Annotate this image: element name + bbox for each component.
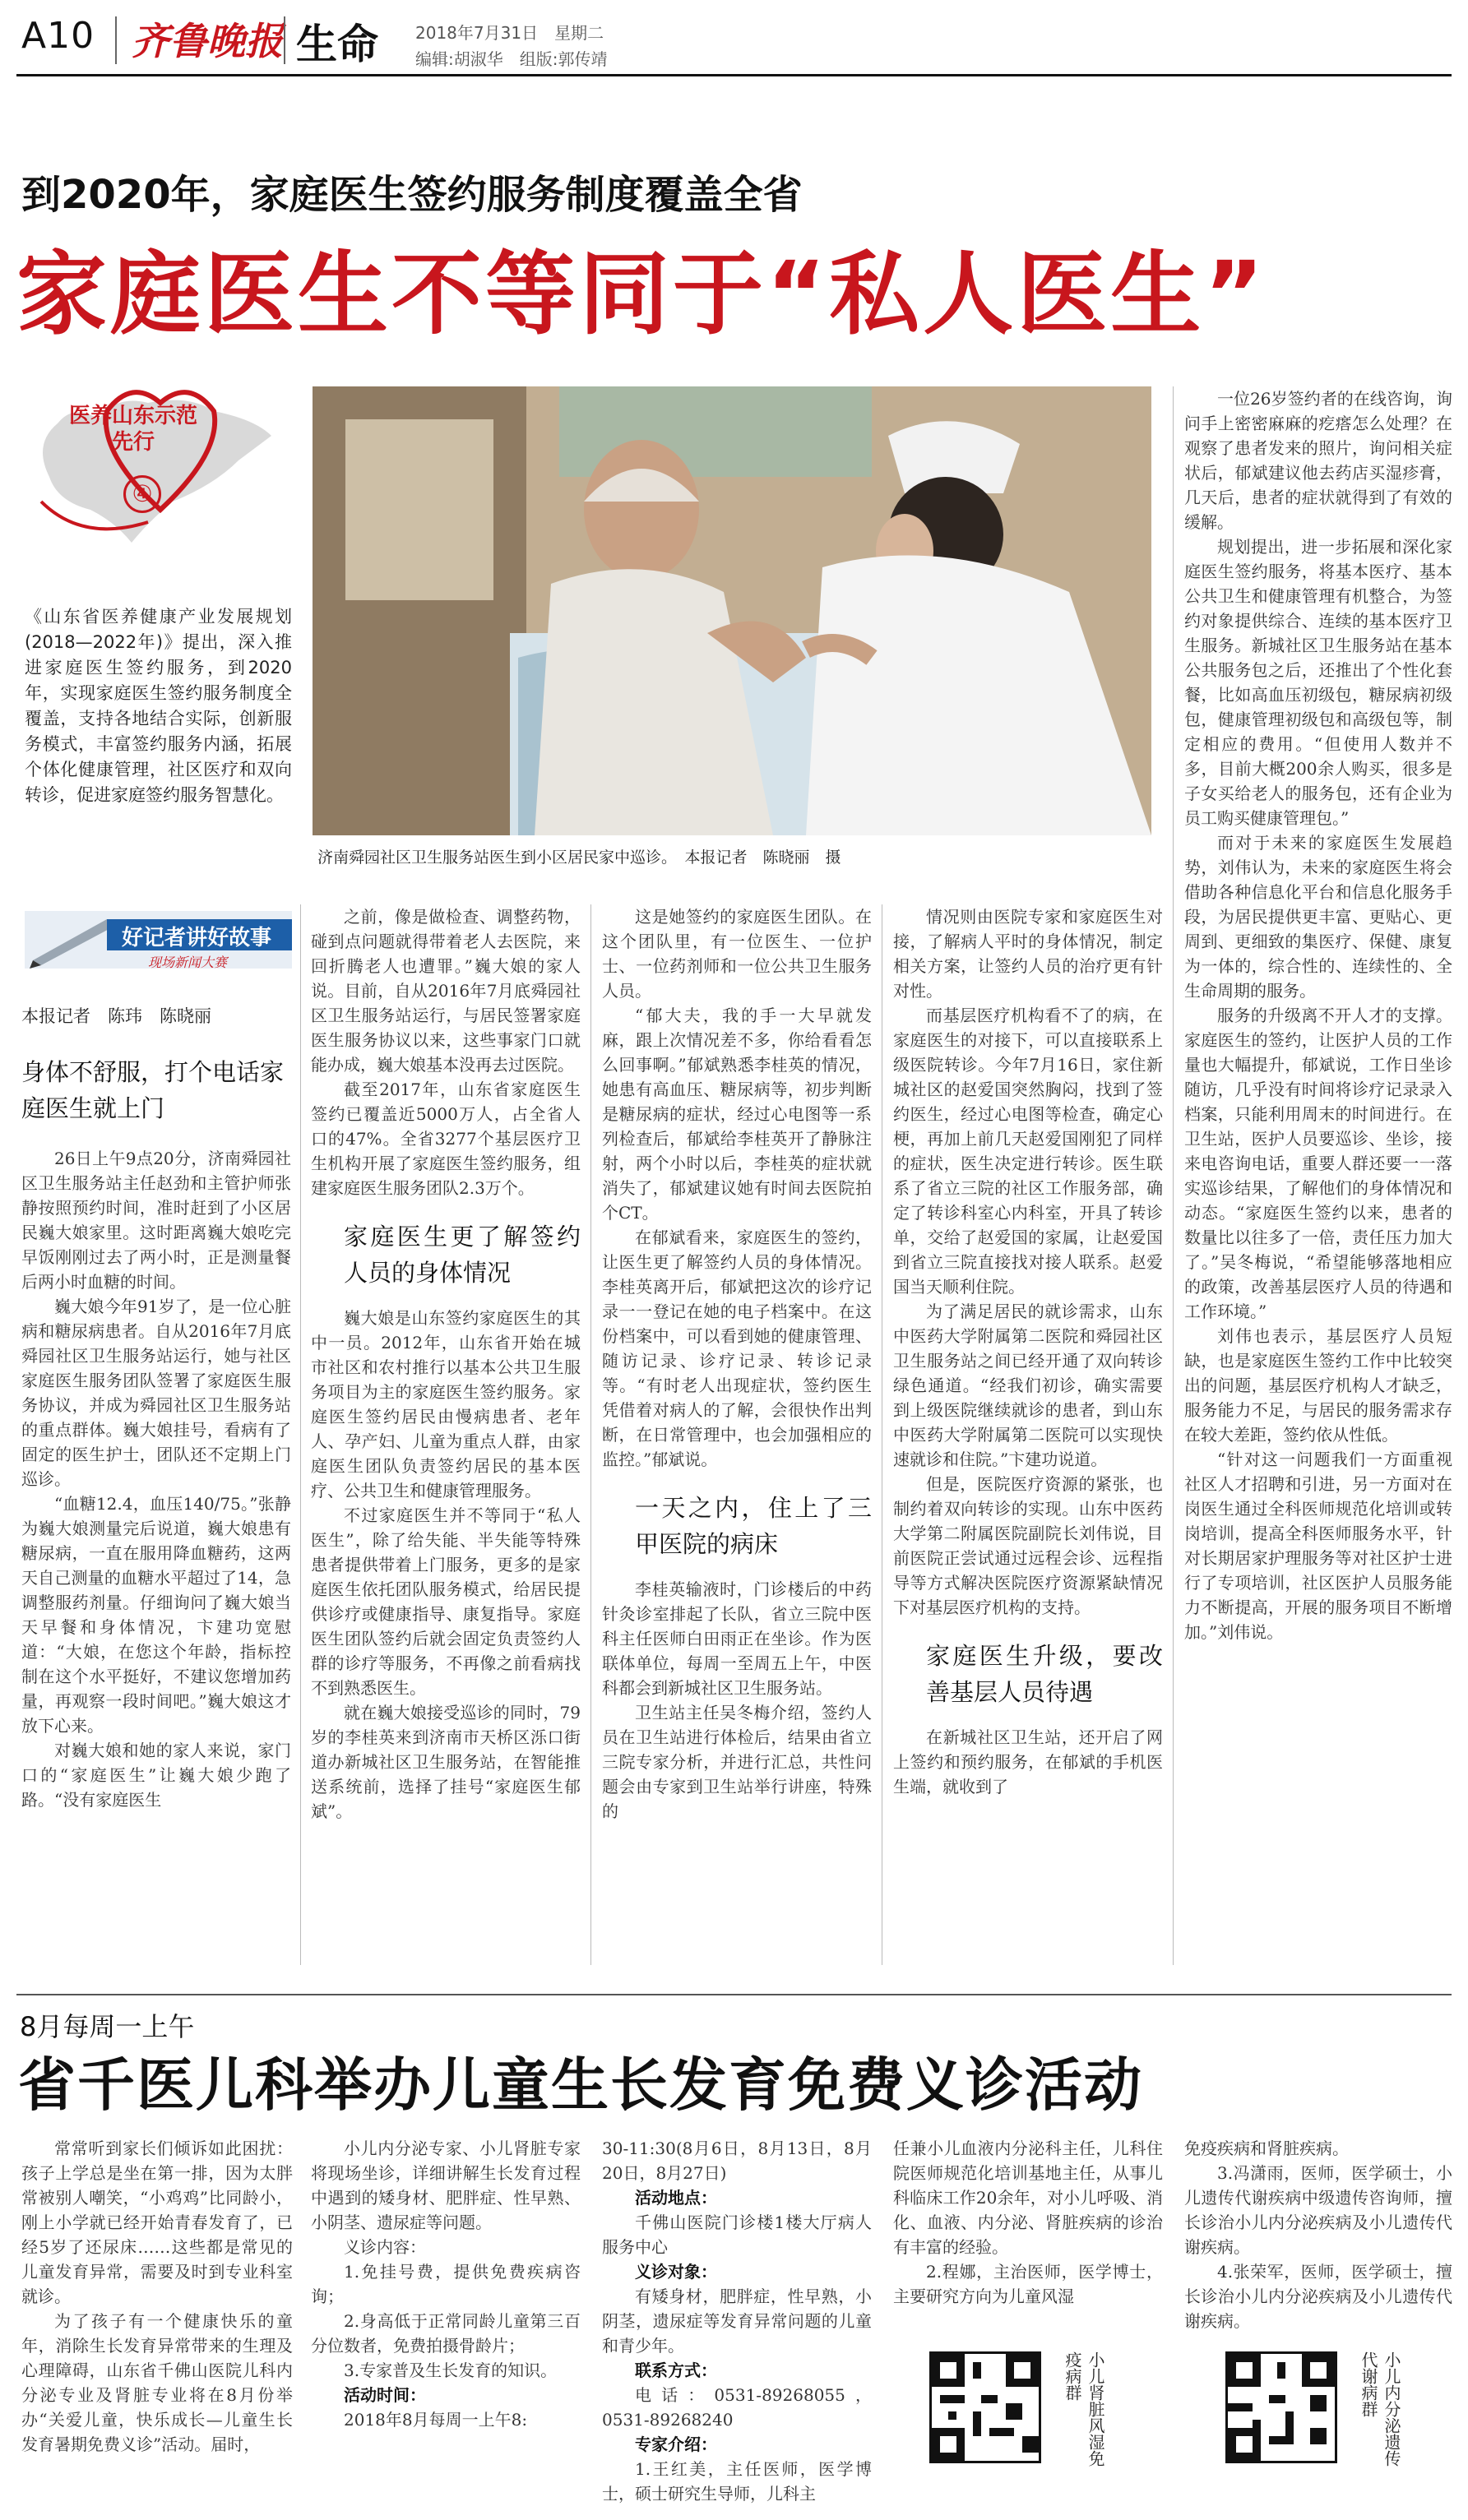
paragraph: 4.张荣军，医师，医学硕士，擅长诊治小儿内分泌疾病及小儿遗传代谢疾病。 — [1184, 2262, 1452, 2331]
paragraph: 26日上午9点20分，济南舜园社区卫生服务站主任赵劲和主管护师张静按照预约时间，准时赶到了小区居民巍大娘家里。这时距离巍大娘吃完早饭刚刚过去了两小时，正是测量餐后两小时血糖的时间。 — [21, 1149, 291, 1292]
news-photo — [313, 386, 1151, 835]
paragraph: “郁大夫，我的手一大早就发麻，跟上次情况差不多，你给看看怎么回事啊。”郁斌熟悉李桂英的情况，她患有高血压、糖尿病等，初步判断是糖尿病的症状，经过心电图等一系列检查后，郁斌给李桂英开了静脉注射，两个小时以后，李桂英的症状就消失了，郁斌建议她有时间去医院拍个CT。 — [602, 1006, 872, 1223]
banner-subtitle: 现场新闻大赛 — [148, 955, 228, 970]
qr-pattern — [932, 2354, 1039, 2461]
section-title: 生命 — [296, 21, 378, 68]
paragraph: “针对这一问题我们一方面重视社区人才招聘和引进，另一方面对在岗医生通过全科医师规范化培训或转岗培训，提高全科医师服务水平，针对长期居家护理服务等对社区护士进行了专项培训，社区医护人员服务能力不断提高，开展的服务项目不断增加。”刘伟说。 — [1184, 1450, 1452, 1642]
photo-caption: 济南舜园社区卫生服务站医生到小区居民家中巡诊。 本报记者 陈晓丽 摄 — [317, 848, 841, 867]
paragraph: 截至2017年，山东省家庭医生签约已覆盖近5000万人，占全省人口的47%。全省3277个基层医疗卫生机构开展了家庭医生签约服务，组建家庭医生服务团队2.3万个。 — [311, 1080, 581, 1198]
subhead-2: 家庭医生更了解签约人员的身体情况 — [344, 1223, 581, 1287]
paragraph: 1.王红美，主任医师，医学博士，硕士研究生导师，儿科主 — [602, 2459, 872, 2504]
label-experts: 专家介绍： — [635, 2434, 717, 2454]
paragraph: 李桂英输液时，门诊楼后的中药针灸诊室排起了长队，省立三院中医科主任医师白田雨正在坐诊。作为医联体单位，每周一至周五上午，中医科都会到新城社区卫生服务站。 — [602, 1579, 872, 1698]
paragraph: 卫生站主任吴冬梅介绍，签约人员在卫生站进行体检后，结果由省立三院专家分析，并进行汇总，共性问题会由专家到卫生站举行讲座，特殊的 — [602, 1703, 872, 1821]
column-divider — [1173, 386, 1174, 1965]
article-lede: 《山东省医养健康产业发展规划(2018—2022年)》提出，深入推进家庭医生签约服务，到2020年，实现家庭医生签约服务制度全覆盖，支持各地结合实际，创新服务模式，丰富签约服务内涵，拓展个体化健康管理，社区医疗和双向转诊，促进家庭签约服务智慧化。 — [25, 607, 292, 805]
paragraph: 2.程娜，主治医师，医学博士，主要研究方向为儿童风湿 — [893, 2262, 1163, 2306]
paragraph: 巍大娘是山东签约家庭医生的其中一员。2012年，山东省开始在城市社区和农村推行以基本公共卫生服务项目为主的家庭医生签约服务。家庭医生签约居民由慢病患者、老年人、孕产妇、儿童为重点人群，由家庭医生团队负责签约居民的基本医疗、公共卫生和健康管理服务。 — [311, 1308, 581, 1500]
paragraph: 之前，像是做检查、调整药物，碰到点问题就得带着老人去医院，来回折腾老人也遭罪。”巍大娘的家人说。目前，自从2016年7月底舜园社区卫生服务站运行，与居民签署家庭医生服务协议以来，这些事家门口就能办成，巍大娘基本没再去过医院。 — [311, 907, 581, 1075]
contest-banner — [25, 911, 292, 969]
qr-code-icon[interactable] — [1225, 2351, 1337, 2463]
photo-illustration — [313, 386, 1151, 835]
paragraph: 免疫疾病和肾脏疾病。 — [1184, 2139, 1349, 2158]
paragraph: 任兼小儿血液内分泌科主任，儿科住院医师规范化培训基地主任，从事儿科临床工作20余年，对小儿呼吸、消化、血液、内分泌、肾脏疾病的诊治有丰富的经验。 — [893, 2139, 1163, 2257]
section-rule — [16, 1994, 1452, 1995]
paragraph: 不过家庭医生并不等同于“私人医生”，除了给失能、半失能等特殊患者提供带着上门服务，更多的是家庭医生依托团队服务模式，给居民提供诊疗或健康指导、康复指导。家庭医生团队签约后就会固定负责签约人群的诊疗等服务，不再像之前看病找不到熟悉医生。 — [311, 1505, 581, 1698]
page-number: A10 — [21, 15, 95, 57]
paragraph: 一位26岁签约者的在线咨询，询问手上密密麻麻的疙瘩怎么处理？在观察了患者发来的照片，询问相关症状后，郁斌建议他去药店买湿疹膏，几天后，患者的症状就得到了有效的缓解。 — [1184, 389, 1452, 532]
article-column-1 — [21, 1146, 291, 1812]
article-column-2 — [311, 904, 581, 1824]
article-column-5 — [1184, 386, 1452, 1644]
paragraph: 对巍大娘和她的家人来说，家门口的“家庭医生”让巍大娘少跑了路。“没有家庭医生 — [21, 1741, 291, 1810]
qr-pattern — [1228, 2354, 1335, 2461]
subhead-3: 一天之内，住上了三甲医院的病床 — [635, 1494, 872, 1558]
paragraph: 30-11:30(8月6日，8月13日，8月20日，8月27日) — [602, 2139, 872, 2183]
phone-numbers: 电话：0531-89268055，0531-89268240 — [602, 2385, 872, 2430]
series-logo-text: 医养山东示范先行 — [68, 404, 197, 455]
article-column-4 — [893, 904, 1163, 1799]
paragraph: 而对于未来的家庭医生发展趋势，刘伟认为，未来的家庭医生将会借助各种信息化平台和信息化服务手段，为居民提供更丰富、更贴心、更周到、更细致的集医疗、保健、康复为一体的，综合性的、连续性的、全生命周期的服务。 — [1184, 833, 1452, 1001]
paragraph: 3.专家普及生长发育的知识。 — [344, 2360, 558, 2380]
article-subtitle: 到2020年，家庭医生签约服务制度覆盖全省 — [21, 172, 803, 218]
paragraph: 而基层医疗机构看不了的病，在家庭医生的对接下，可以直接联系上级医院转诊。今年7月16日，家住新城社区的赵爱国突然胸闷，找到了签约医生，经过心电图等检查，确定心梗，再加上前几天赵爱国刚犯了同样的症状，医生决定进行转诊。医生联系了省立三院的社区工作服务部，确定了转诊科室心内科室，开具了转诊单，交给了赵爱国的家属，让赵爱国到省立三院直接找对接人联系。赵爱国当天顺利住院。 — [893, 1006, 1163, 1297]
article2-column-5 — [1184, 2136, 1452, 2333]
paragraph: 有矮身材，肥胖症，性早熟，小阴茎，遗尿症等发育异常问题的儿童和青少年。 — [602, 2286, 872, 2356]
paragraph: 1.免挂号费，提供免费疾病咨询； — [311, 2262, 581, 2306]
header-rule — [16, 74, 1452, 76]
qr-code-icon[interactable] — [929, 2351, 1041, 2463]
paragraph: 就在巍大娘接受巡诊的同时，79岁的李桂英来到济南市天桥区泺口街道办新城社区卫生服务站，在智能推送系统前，选择了挂号“家庭医生郁斌”。 — [311, 1703, 581, 1821]
paragraph: 千佛山医院门诊楼1楼大厅病人服务中心 — [602, 2213, 872, 2257]
paragraph: “血糖12.4，血压140/75。”张静为巍大娘测量完后说道，巍大娘患有糖尿病，一直在服用降血糖药，这两天自己测量的血糖水平超过了14，急调整服药剂量。仔细询问了巍大娘当天早餐和身体情况，卞建功宽慰道：“大娘，在您这个年龄，指标控制在这个水平挺好，不建议您增加药量，再观察一段时间吧。”巍大娘这才放下心来。 — [21, 1494, 291, 1736]
paragraph: 但是，医院医疗资源的紧张，也制约着双向转诊的实现。山东中医药大学第二附属医院副院长刘伟说，目前医院正尝试通过远程会诊、远程指导等方式解决医院医疗资源紧缺情况下对基层医疗机构的支持。 — [893, 1474, 1163, 1617]
paragraph: 服务的升级离不开人才的支撑。家庭医生的签约，让医护人员的工作量也大幅提升，郁斌说，工作日坐诊随访，几乎没有时间将诊疗记录录入档案，只能利用周末的时间进行。在卫生站，医护人员要巡诊、坐诊，接来电咨询电话，重要人群还要一一落实巡诊结果，了解他们的身体情况和动态。“家庭医生签约以来，患者的数量比以往多了一倍，责任压力加大了。”吴冬梅说，“希望能够落地相应的政策，改善基层医疗人员的待遇和工作环境。” — [1184, 1006, 1452, 1321]
paragraph: 2.身高低于正常同龄儿童第三百分位数者，免费拍摄骨龄片； — [311, 2311, 581, 2356]
issue-date: 2018年7月31日 星期二 — [415, 23, 604, 43]
paragraph: 为了孩子有一个健康快乐的童年，消除生长发育异常带来的生理及心理障碍，山东省千佛山医院儿科内分泌专业及肾脏专业将在8月份举办“关爱儿童，快乐成长—儿童生长发育暑期免费义诊”活动。届时， — [21, 2311, 293, 2454]
article2-subtitle: 8月每周一上午 — [20, 2011, 195, 2042]
banner-title: 好记者讲好故事 — [122, 926, 272, 950]
paragraph: 3.冯潇雨，医师，医学硕士，小儿遗传代谢疾病中级遗传咨询师，擅长诊治小儿内分泌疾病及小儿遗传代谢疾病。 — [1184, 2163, 1452, 2257]
qr-label: 小儿内分泌遗传代谢病群 — [1359, 2351, 1401, 2467]
paragraph: 刘伟也表示，基层医疗人员短缺，也是家庭医生签约工作中比较突出的问题，基层医疗机构人才缺乏，服务能力不足，与居民的服务需求存在较大差距，签约依从性低。 — [1184, 1326, 1452, 1445]
paragraph: 义诊内容： — [344, 2237, 426, 2257]
article2-column-2 — [311, 2136, 581, 2432]
paragraph: 为了满足居民的就诊需求，山东中医药大学附属第二医院和舜园社区卫生服务站之间已经开通了双向转诊绿色通道。“经我们初诊，确实需要到上级医院继续就诊的患者，到山东中医药大学附属第二医院可以实现快速就诊和住院。”卞建功说道。 — [893, 1302, 1163, 1469]
article2-column-1 — [21, 2136, 293, 2457]
series-number: ④ — [123, 475, 161, 513]
column-divider — [590, 904, 591, 1965]
editor-credits: 编辑:胡淑华 组版:郭传靖 — [415, 49, 608, 69]
article-headline: 家庭医生不等同于“私人医生” — [16, 242, 1267, 347]
paragraph: 小儿内分泌专家、小儿肾脏专家将现场坐诊，详细讲解生长发育过程中遇到的矮身材、肥胖症、性早熟、小阴茎、遗尿症等问题。 — [311, 2139, 581, 2232]
label-target-audience: 义诊对象： — [635, 2262, 717, 2282]
divider — [115, 16, 117, 64]
column-divider — [300, 904, 301, 1965]
newspaper-logo: 齐鲁晚报 — [132, 19, 283, 63]
byline: 本报记者 陈玮 陈晓丽 — [21, 1006, 211, 1026]
article2-column-3 — [602, 2136, 872, 2506]
subhead-4: 家庭医生升级，要改善基层人员待遇 — [926, 1642, 1163, 1706]
paragraph: 在新城社区卫生站，还开启了网上签约和预约服务，在郁斌的手机医生端，就收到了 — [893, 1727, 1163, 1796]
paragraph: 规划提出，进一步拓展和深化家庭医生签约服务，将基本医疗、基本公共卫生和健康管理有机整合，为签约对象提供综合、连续的基本医疗卫生服务。新城社区卫生服务站在基本公共服务包之后，还推出了个性化套餐，比如高血压初级包，糖尿病初级包，健康管理初级包和高级包等，制定相应的费用。“但使用人数并不多，目前大概200余人购买，很多是子女买给老人的服务包，还有企业为员工购买健康管理包。” — [1184, 537, 1452, 828]
qr-label: 小儿肾脏风湿免疫病群 — [1063, 2351, 1105, 2467]
paragraph: 这是她签约的家庭医生团队。在这个团队里，有一位医生、一位护士、一位药剂师和一位公共卫生服务人员。 — [602, 907, 872, 1001]
label-activity-place: 活动地点： — [635, 2188, 717, 2208]
divider — [284, 16, 285, 64]
subhead-1: 身体不舒服，打个电话家庭医生就上门 — [21, 1058, 285, 1122]
article-column-3 — [602, 904, 872, 1824]
article2-column-4 — [893, 2136, 1163, 2309]
article2-headline: 省千医儿科举办儿童生长发育免费义诊活动 — [18, 2051, 1143, 2119]
label-contact: 联系方式： — [635, 2360, 717, 2380]
paragraph: 2018年8月每周一上午8: — [344, 2410, 528, 2430]
paragraph: 情况则由医院专家和家庭医生对接，了解病人平时的身体情况，制定相关方案，让签约人员的治疗更有针对性。 — [893, 907, 1163, 1001]
paragraph: 常常听到家长们倾诉如此困扰：孩子上学总是坐在第一排，因为太胖常被别人嘲笑，“小鸡鸡”比同龄小，刚上小学就已经开始青春发育了，已经5岁了还尿床……这些都是常见的儿童发育异常，需要及时到专业科室就诊。 — [21, 2139, 293, 2306]
paragraph: 在郁斌看来，家庭医生的签约，让医生更了解签约人员的身体情况。李桂英离开后，郁斌把这次的诊疗记录一一登记在她的电子档案中。在这份档案中，可以看到她的健康管理、随访记录、诊疗记录、转诊记录等。“有时老人出现症状，签约医生凭借着对病人的了解，会很快作出判断，在日常管理中，也会加强相应的监控。”郁斌说。 — [602, 1228, 872, 1469]
label-activity-time: 活动时间： — [344, 2385, 426, 2405]
series-logo — [25, 378, 288, 551]
paragraph: 巍大娘今年91岁了，是一位心脏病和糖尿病患者。自从2016年7月底舜园社区卫生服务站运行，她与社区家庭医生服务团队签署了家庭医生服务协议，并成为舜园社区卫生服务站的重点群体。巍大娘挂号，看病有了固定的医生护士，团队还不定期上门巡诊。 — [21, 1297, 291, 1489]
